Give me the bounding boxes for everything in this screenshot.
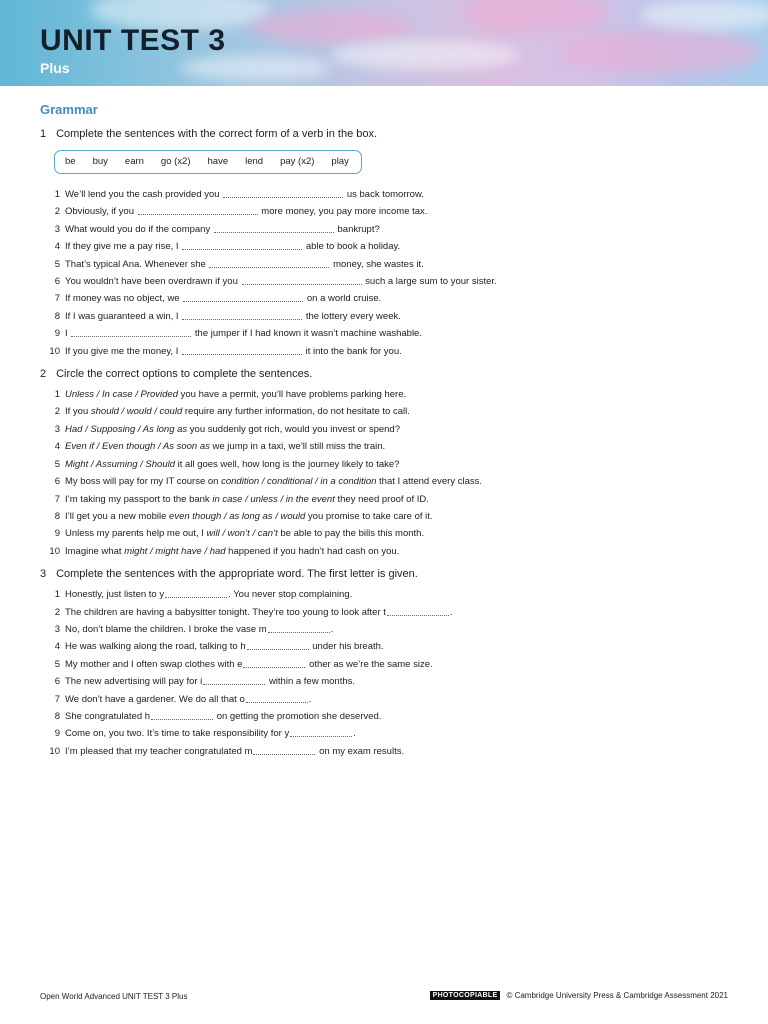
answer-blank[interactable] <box>223 186 343 198</box>
list-item: 10 Imagine what might / might have / had happened if you hadn’t had cash on you. <box>40 543 740 560</box>
circle-options[interactable]: Had / Supposing / As long as <box>65 423 188 435</box>
list-item: 8 She congratulated h on getting the promotion she deserved. <box>40 708 740 725</box>
list-item: 3 Had / Supposing / As long as you suddenly got rich, would you invest or spend? <box>40 421 740 438</box>
exercise-3-instruction <box>40 566 740 582</box>
answer-blank[interactable] <box>182 343 302 355</box>
exercise-number: 2 <box>40 368 47 381</box>
exercise-2-instruction <box>40 366 740 382</box>
list-item: 10 If you give me the money, I it into the bank for you. <box>40 343 740 360</box>
list-item: 6 You wouldn’t have been overdrawn if you such a large sum to your sister. <box>40 273 740 290</box>
list-item: 4 He was walking along the road, talking to h under his breath. <box>40 638 740 655</box>
word-box <box>54 150 362 174</box>
answer-blank[interactable] <box>151 708 213 720</box>
exercise-number: 3 <box>40 568 47 581</box>
circle-options[interactable]: should / would / could <box>90 406 183 418</box>
box-word: play <box>331 156 349 167</box>
answer-blank[interactable] <box>209 256 329 268</box>
list-item: 5 My mother and I often swap clothes with e other as we’re the same size. <box>40 656 740 673</box>
exercise-3-items <box>40 586 740 760</box>
copyright-text: © Cambridge University Press & Cambridge Assessment 2021 <box>506 991 728 1000</box>
list-item: 2 Obviously, if you more money, you pay more income tax. <box>40 203 740 220</box>
answer-blank[interactable] <box>203 673 265 685</box>
list-item: 9 Come on, you two. It’s time to take responsibility for y . <box>40 725 740 742</box>
box-word: be <box>65 156 76 167</box>
header-banner <box>0 0 768 86</box>
box-word: buy <box>92 156 108 167</box>
answer-blank[interactable] <box>71 325 191 337</box>
circle-options[interactable]: even though / as long as / would <box>169 510 306 522</box>
instruction-text: Complete the sentences with the appropriate word. The first letter is given. <box>56 568 418 581</box>
list-item: 7 If money was no object, we on a world cruise. <box>40 290 740 307</box>
box-word: lend <box>245 156 264 167</box>
answer-blank[interactable] <box>182 238 302 250</box>
worksheet-content <box>40 100 740 766</box>
list-item: 10 I’m pleased that my teacher congratulated m on my exam results. <box>40 743 740 760</box>
circle-options[interactable]: condition / conditional / in a condition <box>221 476 377 488</box>
list-item: 1 We’ll lend you the cash provided you us back tomorrow. <box>40 186 740 203</box>
list-item: 1 Unless / In case / Provided you have a permit, you’ll have problems parking here. <box>40 386 740 403</box>
exercise-2-items <box>40 386 740 560</box>
answer-blank[interactable] <box>183 290 303 302</box>
photocopiable-badge: PHOTOCOPIABLE <box>430 991 501 1000</box>
list-item: 4 Even if / Even though / As soon as we jump in a taxi, we’ll still miss the train. <box>40 438 740 455</box>
answer-blank[interactable] <box>246 691 308 703</box>
exercise-number: 1 <box>40 128 47 140</box>
circle-options[interactable]: in case / unless / in the event <box>212 493 335 505</box>
answer-blank[interactable] <box>268 621 330 633</box>
instruction-text: Complete the sentences with the correct form of a verb in the box. <box>56 128 378 140</box>
section-heading: Grammar <box>40 102 98 117</box>
footer-copyright <box>430 991 728 1000</box>
list-item: 5 That’s typical Ana. Whenever she money, she wastes it. <box>40 256 740 273</box>
list-item: 2 If you should / would / could require any further information, do not hesitate to call. <box>40 403 740 420</box>
circle-options[interactable]: Even if / Even though / As soon as <box>65 441 210 453</box>
unit-subtitle: Plus <box>40 60 70 76</box>
list-item: 3 What would you do if the company bankrupt? <box>40 221 740 238</box>
answer-blank[interactable] <box>247 638 309 650</box>
list-item: 5 Might / Assuming / Should it all goes well, how long is the journey likely to take? <box>40 456 740 473</box>
list-item: 9 Unless my parents help me out, I will / won’t / can’t be able to pay the bills this month. <box>40 525 740 542</box>
instruction-text: Circle the correct options to complete the sentences. <box>56 368 313 381</box>
list-item: 4 If they give me a pay rise, I able to book a holiday. <box>40 238 740 255</box>
list-item: 7 We don’t have a gardener. We do all that o . <box>40 691 740 708</box>
list-item: 7 I’m taking my passport to the bank in case / unless / in the event they need proof of ID. <box>40 491 740 508</box>
exercise-1-items <box>40 186 740 360</box>
answer-blank[interactable] <box>243 656 305 668</box>
list-item: 8 If I was guaranteed a win, I the lottery every week. <box>40 308 740 325</box>
circle-options[interactable]: might / might have / had <box>124 545 226 557</box>
box-word: have <box>207 156 229 167</box>
box-word: go (x2) <box>160 156 191 167</box>
exercise-1-instruction <box>40 126 740 142</box>
answer-blank[interactable] <box>253 743 315 755</box>
circle-options[interactable]: Unless / In case / Provided <box>65 389 178 401</box>
list-item: 6 The new advertising will pay for i within a few months. <box>40 673 740 690</box>
box-word: pay (x2) <box>280 156 315 167</box>
answer-blank[interactable] <box>387 604 449 616</box>
answer-blank[interactable] <box>214 221 334 233</box>
footer-course-title: Open World Advanced UNIT TEST 3 Plus <box>40 992 188 1001</box>
answer-blank[interactable] <box>182 308 302 320</box>
list-item: 8 I’ll get you a new mobile even though / as long as / would you promise to take care of it. <box>40 508 740 525</box>
list-item: 2 The children are having a babysitter tonight. They’re too young to look after t . <box>40 604 740 621</box>
list-item: 6 My boss will pay for my IT course on condition / conditional / in a condition that I attend every class. <box>40 473 740 490</box>
list-item: 3 No, don’t blame the children. I broke the vase m . <box>40 621 740 638</box>
answer-blank[interactable] <box>138 203 258 215</box>
circle-options[interactable]: Might / Assuming / Should <box>65 458 176 470</box>
answer-blank[interactable] <box>290 725 352 737</box>
answer-blank[interactable] <box>242 273 362 285</box>
box-word: earn <box>124 156 144 167</box>
circle-options[interactable]: will / won’t / can’t <box>206 528 278 540</box>
list-item: 9 I the jumper if I had known it wasn’t machine washable. <box>40 325 740 342</box>
list-item: 1 Honestly, just listen to y . You never stop complaining. <box>40 586 740 603</box>
unit-title: UNIT TEST 3 <box>40 24 226 57</box>
answer-blank[interactable] <box>165 586 227 598</box>
